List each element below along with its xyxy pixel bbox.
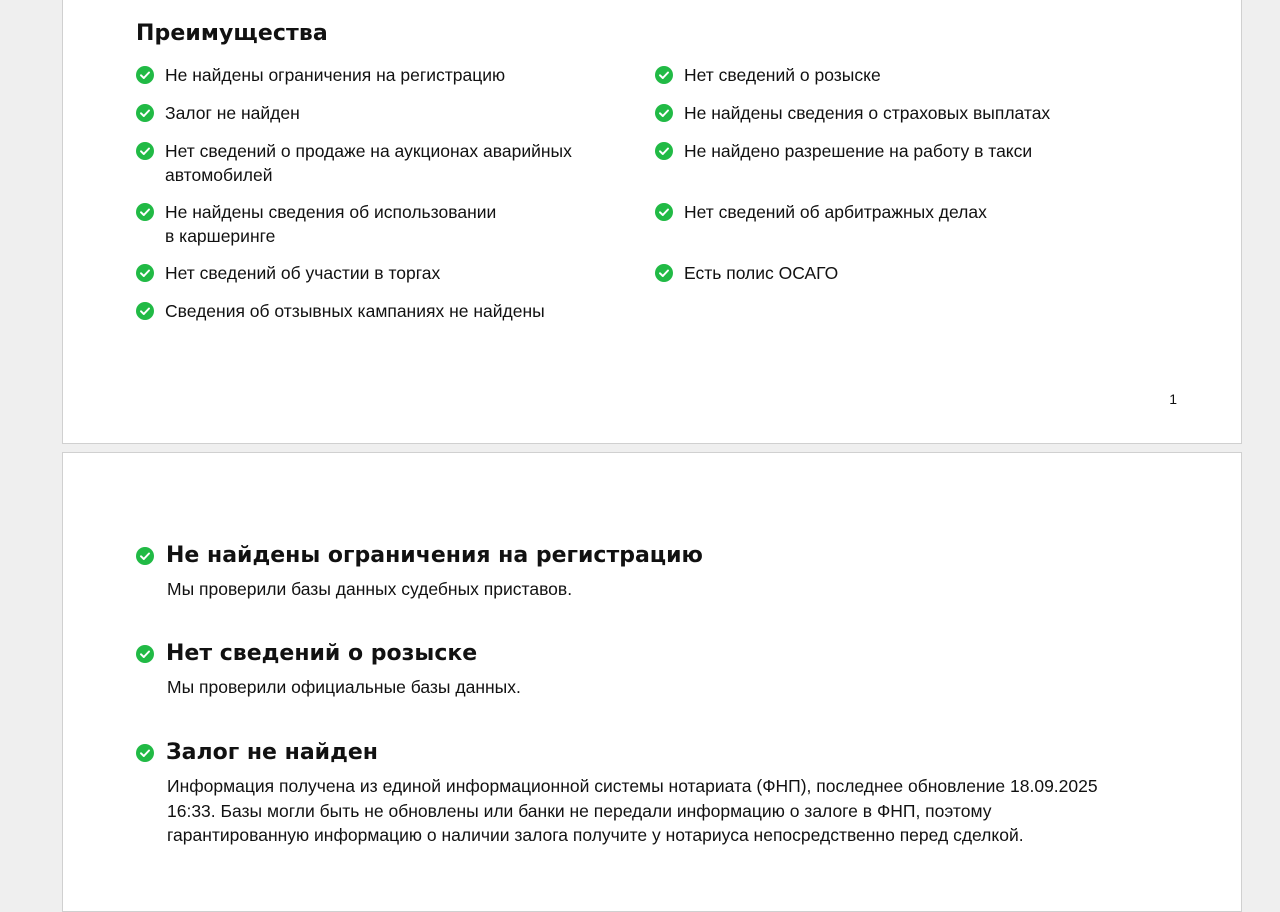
check-circle-icon <box>136 744 154 762</box>
advantage-item <box>136 261 636 285</box>
check-circle-icon <box>655 66 673 84</box>
detail-title: Залог не найден <box>166 740 378 765</box>
detail-description: Информация получена из единой информационной системы нотариата (ФНП), последнее обновление 18.09.2025 16:33. Базы могли быть не обновлены или банки не передали информацию о залоге в ФНП, поэтому гарантированную информацию о наличии залога получите у нотариуса непосредственно перед сделкой. <box>167 776 1098 845</box>
advantage-item <box>136 63 636 87</box>
advantage-item <box>655 139 1155 163</box>
advantage-text: Нет сведений о розыске <box>684 65 881 85</box>
advantage-item <box>136 200 636 248</box>
advantage-text: Есть полис ОСАГО <box>684 263 839 283</box>
detail-title: Нет сведений о розыске <box>166 641 478 666</box>
check-circle-icon <box>136 302 154 320</box>
advantage-item <box>136 299 636 323</box>
advantage-item <box>655 261 1155 285</box>
check-circle-icon <box>136 203 154 221</box>
check-circle-icon <box>136 104 154 122</box>
advantage-item <box>655 63 1155 87</box>
check-circle-icon <box>136 264 154 282</box>
advantages-title: Преимущества <box>136 21 328 46</box>
check-circle-icon <box>655 142 673 160</box>
detail-heading <box>136 639 1126 669</box>
detail-description: Мы проверили официальные базы данных. <box>167 677 521 697</box>
check-circle-icon <box>136 645 154 663</box>
advantage-text: Не найдены ограничения на регистрацию <box>165 65 506 85</box>
advantage-text: Сведения об отзывных кампаниях не найдены <box>165 301 545 321</box>
detail-block <box>136 738 1126 848</box>
check-circle-icon <box>136 142 154 160</box>
detail-description: Мы проверили базы данных судебных приставов. <box>167 579 573 599</box>
advantages-list-right <box>655 63 1155 299</box>
check-circle-icon <box>136 547 154 565</box>
advantage-text: Не найдены сведения об использовании в каршеринге <box>165 202 497 246</box>
document-page-2 <box>62 452 1242 912</box>
advantage-item <box>136 139 636 187</box>
detail-block <box>136 541 1126 602</box>
advantage-text: Залог не найден <box>165 103 300 123</box>
detail-heading <box>136 541 1126 571</box>
advantage-item <box>136 101 636 125</box>
document-page-1 <box>62 0 1242 444</box>
page-number: 1 <box>1169 391 1177 407</box>
advantage-item <box>655 200 1155 224</box>
advantage-item <box>655 101 1155 125</box>
check-circle-icon <box>655 203 673 221</box>
detail-heading <box>136 738 1126 768</box>
advantage-text: Не найдено разрешение на работу в такси <box>684 141 1033 161</box>
advantages-list-left <box>136 63 636 337</box>
advantage-text: Нет сведений об участии в торгах <box>165 263 441 283</box>
detail-title: Не найдены ограничения на регистрацию <box>166 543 703 568</box>
check-circle-icon <box>655 264 673 282</box>
check-circle-icon <box>136 66 154 84</box>
detail-block <box>136 639 1126 700</box>
advantage-text: Не найдены сведения о страховых выплатах <box>684 103 1051 123</box>
check-circle-icon <box>655 104 673 122</box>
advantage-text: Нет сведений о продаже на аукционах аварийных автомобилей <box>165 141 572 185</box>
advantage-text: Нет сведений об арбитражных делах <box>684 202 987 222</box>
